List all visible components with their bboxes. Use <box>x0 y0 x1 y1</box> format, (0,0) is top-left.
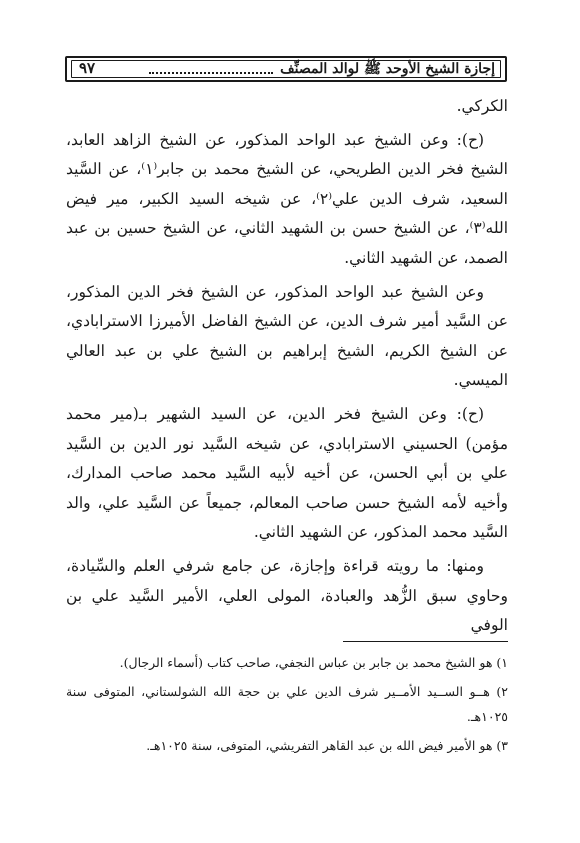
paragraph: وعن الشيخ عبد الواحد المذكور، عن الشيخ فخر الدين المذكور، عن السَّيد أمير شرف الدين، عن الشيخ الفاضل الأميرزا الاسترابادي، عن الشيخ الكريم، الشيخ إبراهيم بن الشيخ علي بن عبد العالي الميسي. <box>66 282 508 390</box>
page-number: ٩٧ <box>79 59 96 77</box>
footnotes <box>66 650 508 762</box>
paragraph: الكركي. <box>456 97 508 115</box>
paragraph: (ح): وعن الشيخ فخر الدين، عن السيد الشهير بـ(مير محمد مؤمن) الحسيني الاسترابادي، عن شيخه السَّيد نور الدين بن السَّيد علي بن أبي الحسن، عن أخيه لأبيه السَّيد محمد صاحب المدارك، وأخيه لأمه الشيخ حسن صاحب المعالم، جميعاً عن السَّيد علي، والد السَّيد محمد المذكور، عن الشهيد الثاني. <box>66 404 508 542</box>
paragraph: (ح): وعن الشيخ عبد الواحد المذكور، عن الشيخ الزاهد العابد، الشيخ فخر الدين الطريحي، عن الشيخ محمد بن جابر⁽١⁾، عن السَّيد السعيد، شرف الدين علي⁽٢⁾، عن شيخه السيد الكبير، مير فيض الله⁽٣⁾، عن الشيخ حسن بن الشهيد الثاني، عن الشيخ حسين بن عبد الصمد، عن الشهيد الثاني. <box>66 130 508 267</box>
footnote-separator <box>343 641 508 642</box>
paragraph: ومنها: ما رويته قراءة وإجازة، عن جامع شرفي العلم والسِّيادة، وحاوي سبق الزُّهد والعبادة، المولى العلي، الأمير السَّيد علي بن الوفي <box>66 556 508 635</box>
header-title: إجازة الشيخ الأوحد ﷺ لوالد المصنِّف <box>280 61 495 77</box>
footnote: ٢) هــو الســيد الأمــير شرف الدين علي بن حجة الله الشولستاني، المتوفى سنة ١٠٢٥هـ. <box>66 684 508 724</box>
body-text <box>66 92 508 645</box>
footnote: ٣) هو الأمير فيض الله بن عبد القاهر التفريشي، المتوفى، سنة ١٠٢٥هـ. <box>146 738 508 753</box>
running-header <box>65 56 507 82</box>
header-leader-dots <box>149 72 273 74</box>
footnote: ١) هو الشيخ محمد بن جابر بن عباس النجفي، صاحب كتاب (أسماء الرجال). <box>119 655 508 670</box>
